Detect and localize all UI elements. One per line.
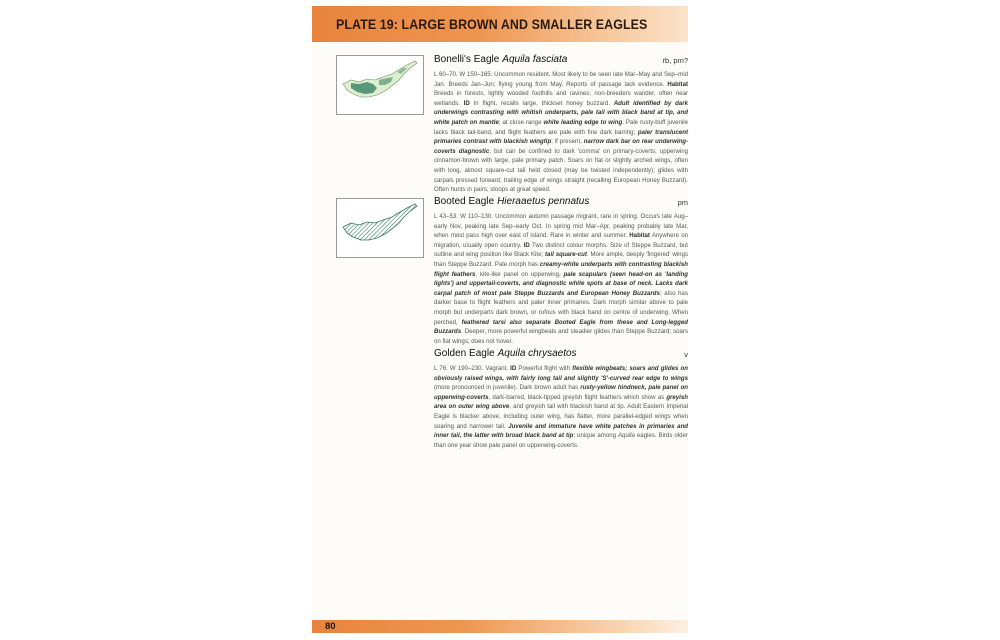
page-footer	[312, 620, 688, 633]
status-code: pm	[677, 198, 688, 207]
species-heading	[434, 197, 688, 211]
species-text: L 60–70. W 150–165. Uncommon resident. Most likely to be seen late Mar–May and Sep–mid Jan. Breeds Jan–Jun; flying young from May. Reports of passage lack evidence. Habitat Breeds in forests, lightly wooded foothills and ravines; non-breeders wander, often near wetlands. ID In flight, recalls large, thickset honey buzzard. Adult identified by dark underwings contrasting with whitish underparts, pale tail with black band at tip, and white patch on mantle; at close range white leading edge to wing. Pale rusty-buff juvenile lacks black tail-band, and flight feathers are pale with fine dark barring; paler translucent primaries contrast with blackish wingtip; if present, narrow dark bar on rear underwing-coverts diagnostic, but can be confined to dark 'comma' on primary-coverts; upperwing cinnamon-brown with large, pale primary patch. Soars on flat or slightly arched wings, often with long, almost square-cut tail held closed (may be twisted independently); glides with carpals pressed forward, trailing edge of wings straight (recalling European Honey Buzzard). Often hunts in pairs; stoops at great speed.	[434, 71, 689, 194]
common-name: Booted Eagle	[434, 196, 495, 207]
species-heading	[434, 55, 688, 69]
species-text: L 43–53. W 110–130. Uncommon autumn passage migrant, rare in spring. Occurs late Aug–early Nov, peaking late Sep–early Oct. In spring mid Mar–Apr, peaking probably late Mar, when most pass high over east of island. Rare in winter and summer. Habitat Anywhere on migration, usually open country. ID Two distinct colour morphs. Size of Steppe Buzzard, but outline and wing position like Black Kite; tail square-cut. More ample, deeply 'fingered' wings than Steppe Buzzard. Pale morph has creamy-white underparts with contrasting blackish flight feathers, kite-like panel on upperwing, pale scapulars (seen head-on as 'landing lights') and uppertail-coverts, and diagnostic white spots at base of neck. Lacks dark carpal patch of most pale Steppe Buzzards and European Honey Buzzards; also has darker base to flight feathers and paler inner primaries. Dark morph similar above to pale morph but underparts dark brown, or rufous with black band on centre of underwing. When perched, feathered tarsi also separate Booted Eagle from these and Long-legged Buzzards. Deeper, more powerful wingbeats and steadier glides than Steppe Buzzard; soars on flat wings; does not hover.	[434, 213, 689, 345]
common-name: Bonelli's Eagle	[434, 54, 500, 65]
status-code: rb, pm?	[662, 56, 688, 65]
plate-header	[312, 6, 688, 42]
scientific-name: Aquila fasciata	[502, 54, 568, 65]
species-entry-bonellis-eagle	[434, 55, 688, 195]
species-entry-booted-eagle	[434, 197, 688, 346]
common-name: Golden Eagle	[434, 348, 495, 359]
booted-eagle-range-map	[336, 198, 424, 258]
plate-title: PLATE 19: LARGE BROWN AND SMALLER EAGLES	[336, 17, 648, 32]
page-number: 80	[325, 621, 336, 632]
bonellis-eagle-range-map	[336, 55, 424, 115]
scientific-name: Aquila chrysaetos	[497, 348, 577, 359]
status-code: v	[684, 350, 688, 359]
species-heading	[434, 349, 688, 363]
species-text: L 76. W 190–230. Vagrant. ID Powerful flight with flexible wingbeats; soars and glides on obviously raised wings, with fairly long tail and slightly 'S'-curved rear edge to wings (more pronounced in juvenile). Dark brown adult has rusty-yellow hindneck, pale panel on upperwing-coverts, dark-barred, black-tipped greyish flight feathers which show as greyish area on outer wing above, and greyish tail with blackish band at tip. Adult Eastern Imperial Eagle is blacker above, including outer wing, has flatter, more parallel-edged wings when soaring and narrower tail. Juvenile and immature have white patches in primaries and inner tail, the latter with broad black band at tip; unique among Aquila eagles. Birds older than one year show pale panel on upperwing-coverts.	[434, 365, 689, 449]
scientific-name: Hieraaetus pennatus	[497, 196, 590, 207]
species-entry-golden-eagle	[434, 349, 688, 450]
book-page	[312, 6, 688, 633]
